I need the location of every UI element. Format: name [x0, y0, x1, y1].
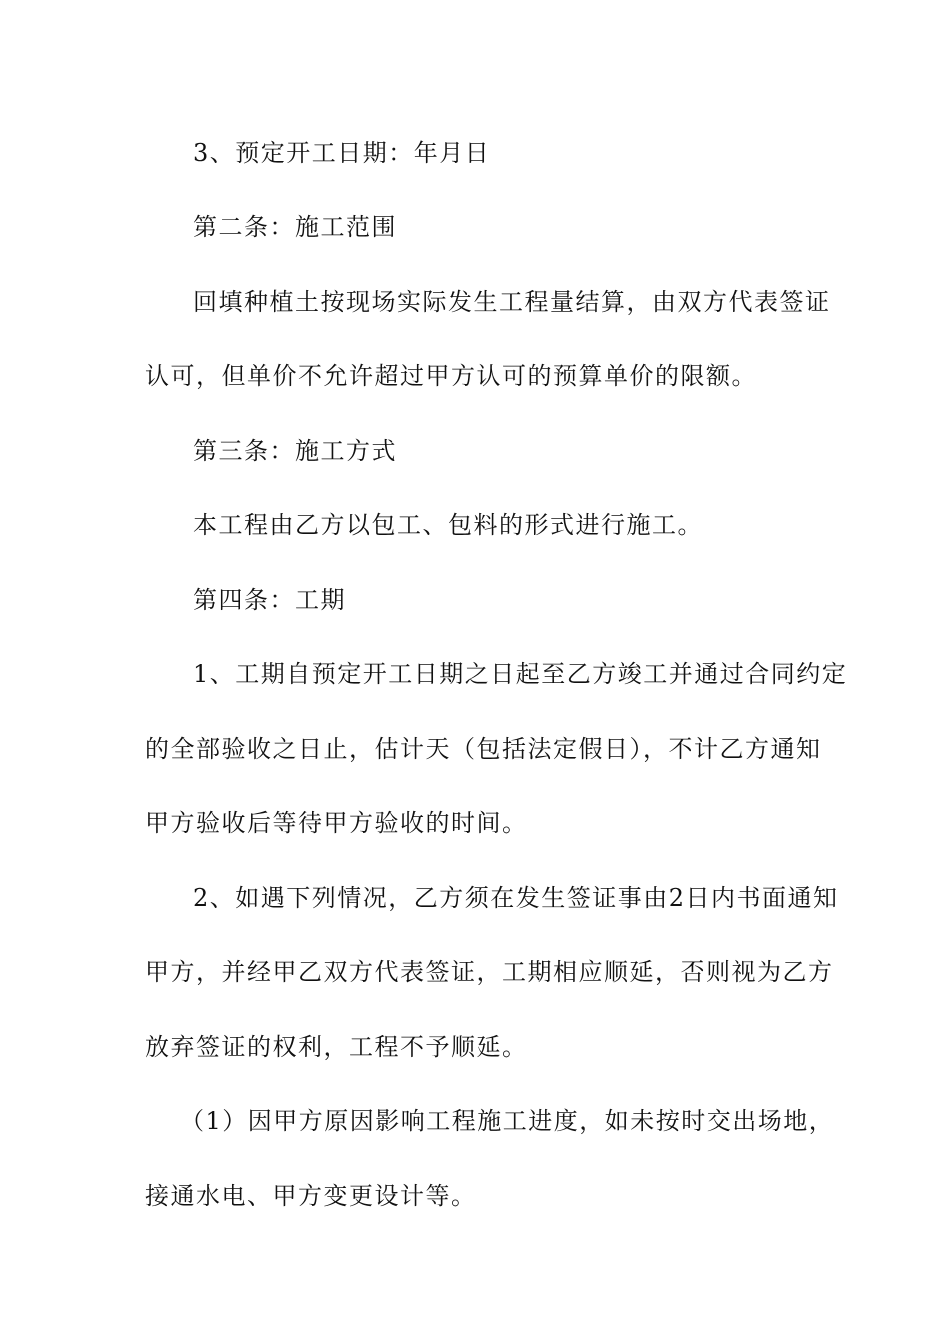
- sub-item-1-line-2: 接通水电、甲方变更设计等。: [145, 1182, 477, 1210]
- article-4-item-2-line-1: 2、如遇下列情况，乙方须在发生签证事由2日内书面通知: [193, 884, 839, 912]
- article-2-text-line-2: 认可，但单价不允许超过甲方认可的预算单价的限额。: [145, 362, 757, 390]
- article-4-item-2-line-2: 甲方，并经甲乙双方代表签证，工期相应顺延，否则视为乙方: [145, 958, 834, 986]
- article-2-text-line-1: 回填种植土按现场实际发生工程量结算，由双方代表签证: [193, 288, 831, 316]
- item-start-date: 3、预定开工日期：年月日: [193, 139, 491, 167]
- article-4-heading: 第四条：工期: [193, 586, 346, 614]
- article-4-item-1-line-1: 1、工期自预定开工日期之日起至乙方竣工并通过合同约定: [193, 660, 848, 688]
- sub-item-1-line-1: （1）因甲方原因影响工程施工进度，如未按时交出场地，: [180, 1107, 835, 1135]
- article-4-item-2-line-3: 放弃签证的权利，工程不予顺延。: [145, 1033, 528, 1061]
- article-2-heading: 第二条：施工范围: [193, 213, 397, 241]
- article-3-heading: 第三条：施工方式: [193, 437, 397, 465]
- article-4-item-1-line-2: 的全部验收之日止，估计天（包括法定假日），不计乙方通知: [145, 735, 822, 763]
- article-3-text: 本工程由乙方以包工、包料的形式进行施工。: [193, 511, 703, 539]
- article-4-item-1-line-3: 甲方验收后等待甲方验收的时间。: [145, 809, 528, 837]
